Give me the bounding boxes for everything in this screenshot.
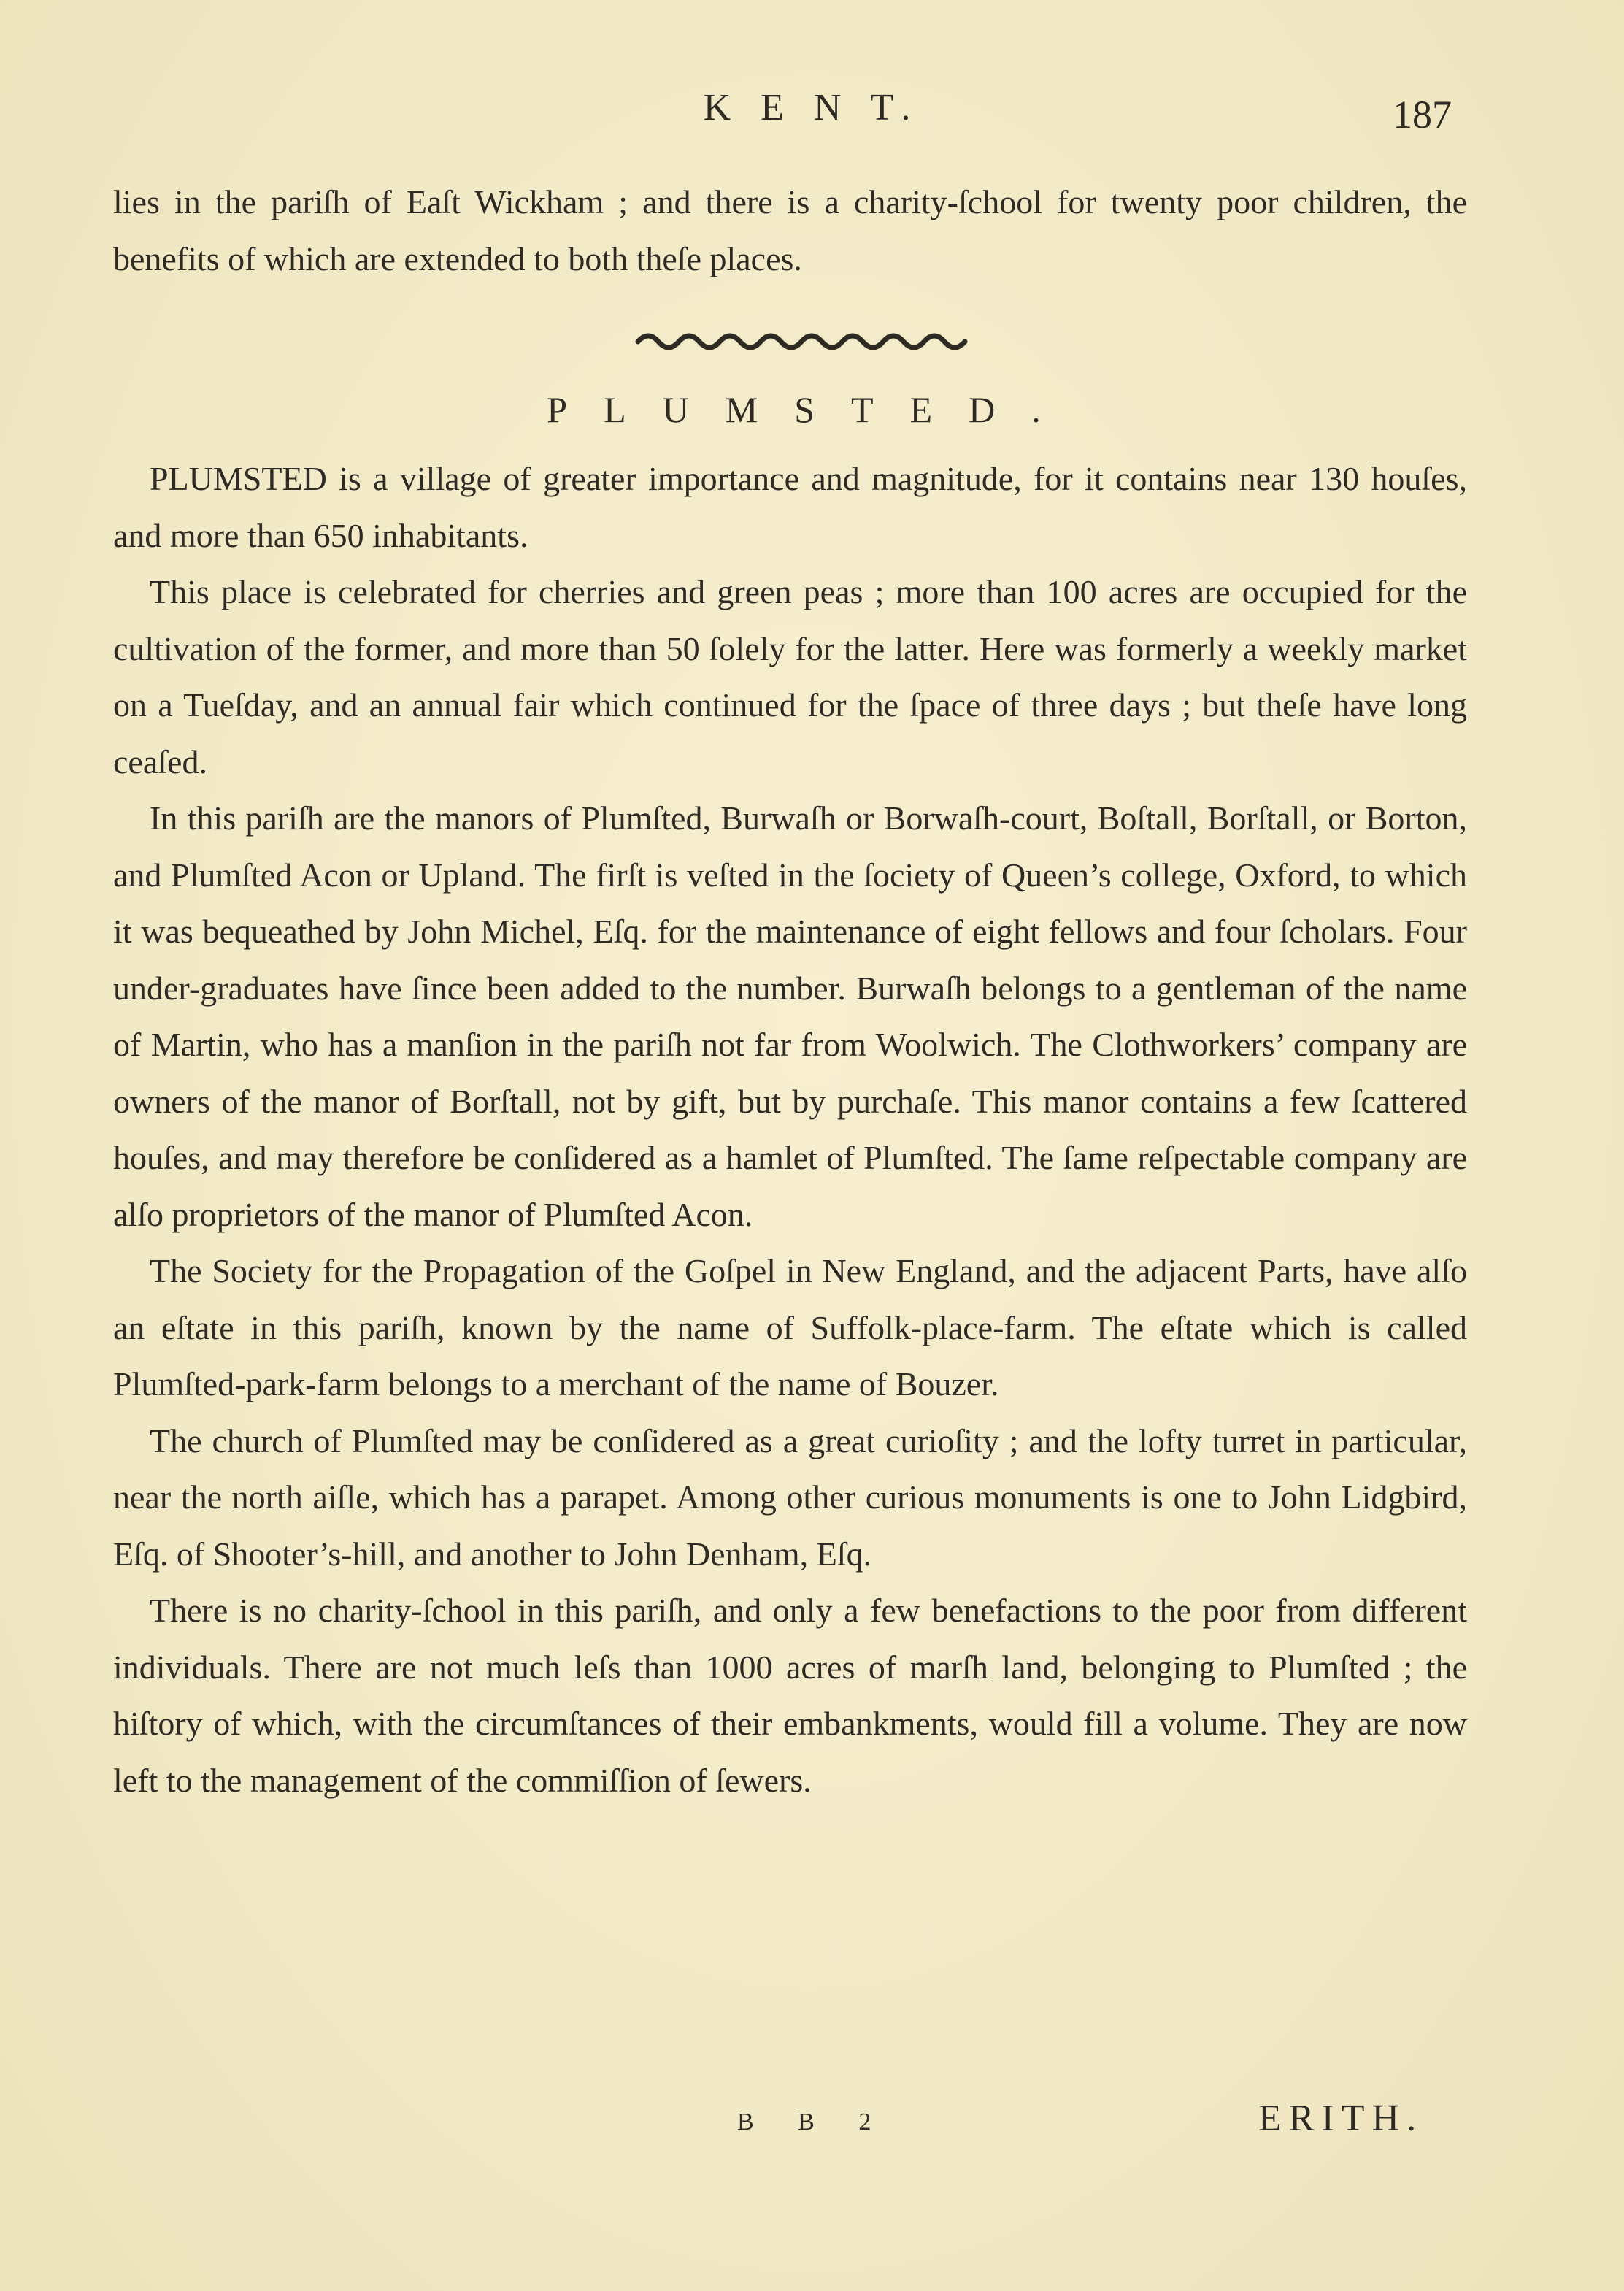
paragraph-6: There is no charity-ſchool in this pariſh, and only a few benefactions to the poor from different individuals. There are not much leſs than 1000 acres of marſh land, belonging to Plumſted ; the hiſtory of which, with the circumſtances of their embankments, would fill a volume. They are now left to the management of the commiſſion of ſewers. [113,1592,1467,1799]
section-heading: PLUMSTED. [547,389,1077,430]
paragraph-4: The Society for the Propagation of the Goſpel in New England, and the adjacent Parts, have alſo an eſtate in this pariſh, known by the name of Suffolk-place-farm. The eſtate which is called Plumſted-park-farm belongs to a merchant of the name of Bouzer. [113,1252,1467,1402]
running-head: K E N T. [703,87,921,128]
paragraph-1: PLUMSTED is a village of greater importance and magnitude, for it contains near 130 houſes, and more than 650 inhabitants. [113,460,1467,554]
paragraph-3: In this pariſh are the manors of Plumſted, Burwaſh or Borwaſh-court, Boſtall, Borſtall, or Borton, and Plumſted Acon or Upland. The firſt is veſted in the ſociety of Queen’s college, Oxford, to which it was bequeathed by John Michel, Eſq. for the maintenance of eight fellows and four ſcholars. Four under-graduates have ſince been added to the number. Burwaſh belongs to a gentleman of the name of Martin, who has a manſion in the pariſh not far from Woolwich. The Clothworkers’ company are owners of the manor of Borſtall, not by gift, but by purchaſe. This manor contains a few ſcattered houſes, and may therefore be conſidered as a hamlet of Plumſted. The ſame reſpectable company are alſo proprietors of the manor of Plumſted Acon. [113,799,1467,1233]
carry-over-paragraph [113,174,1467,287]
paragraph-2: This place is celebrated for cherries and green peas ; more than 100 acres are occupied for the cultivation of the former, and more than 50 ſolely for the latter. Here was formerly a weekly market on a Tueſday, and an annual fair which continued for the ſpace of three days ; but theſe have long ceaſed. [113,573,1467,780]
catchword: ERITH. [1258,2098,1424,2139]
page-number: 187 [1393,93,1452,137]
carry-over-text: lies in the pariſh of Eaſt Wickham ; and there is a charity-ſchool for twenty poor children, the benefits of which are extended to both theſe places. [113,183,1467,277]
decorative-wave-ornament-icon [635,327,971,352]
signature-mark: B B 2 [737,2108,890,2135]
paragraph-5: The church of Plumſted may be conſidered as a great curioſity ; and the lofty turret in particular, near the north aiſle, which has a parapet. Among other curious monuments is one to John Lidgbird, Eſq. of Shooter’s-hill, and another to John Denham, Eſq. [113,1421,1467,1573]
section-body [113,450,1467,1808]
